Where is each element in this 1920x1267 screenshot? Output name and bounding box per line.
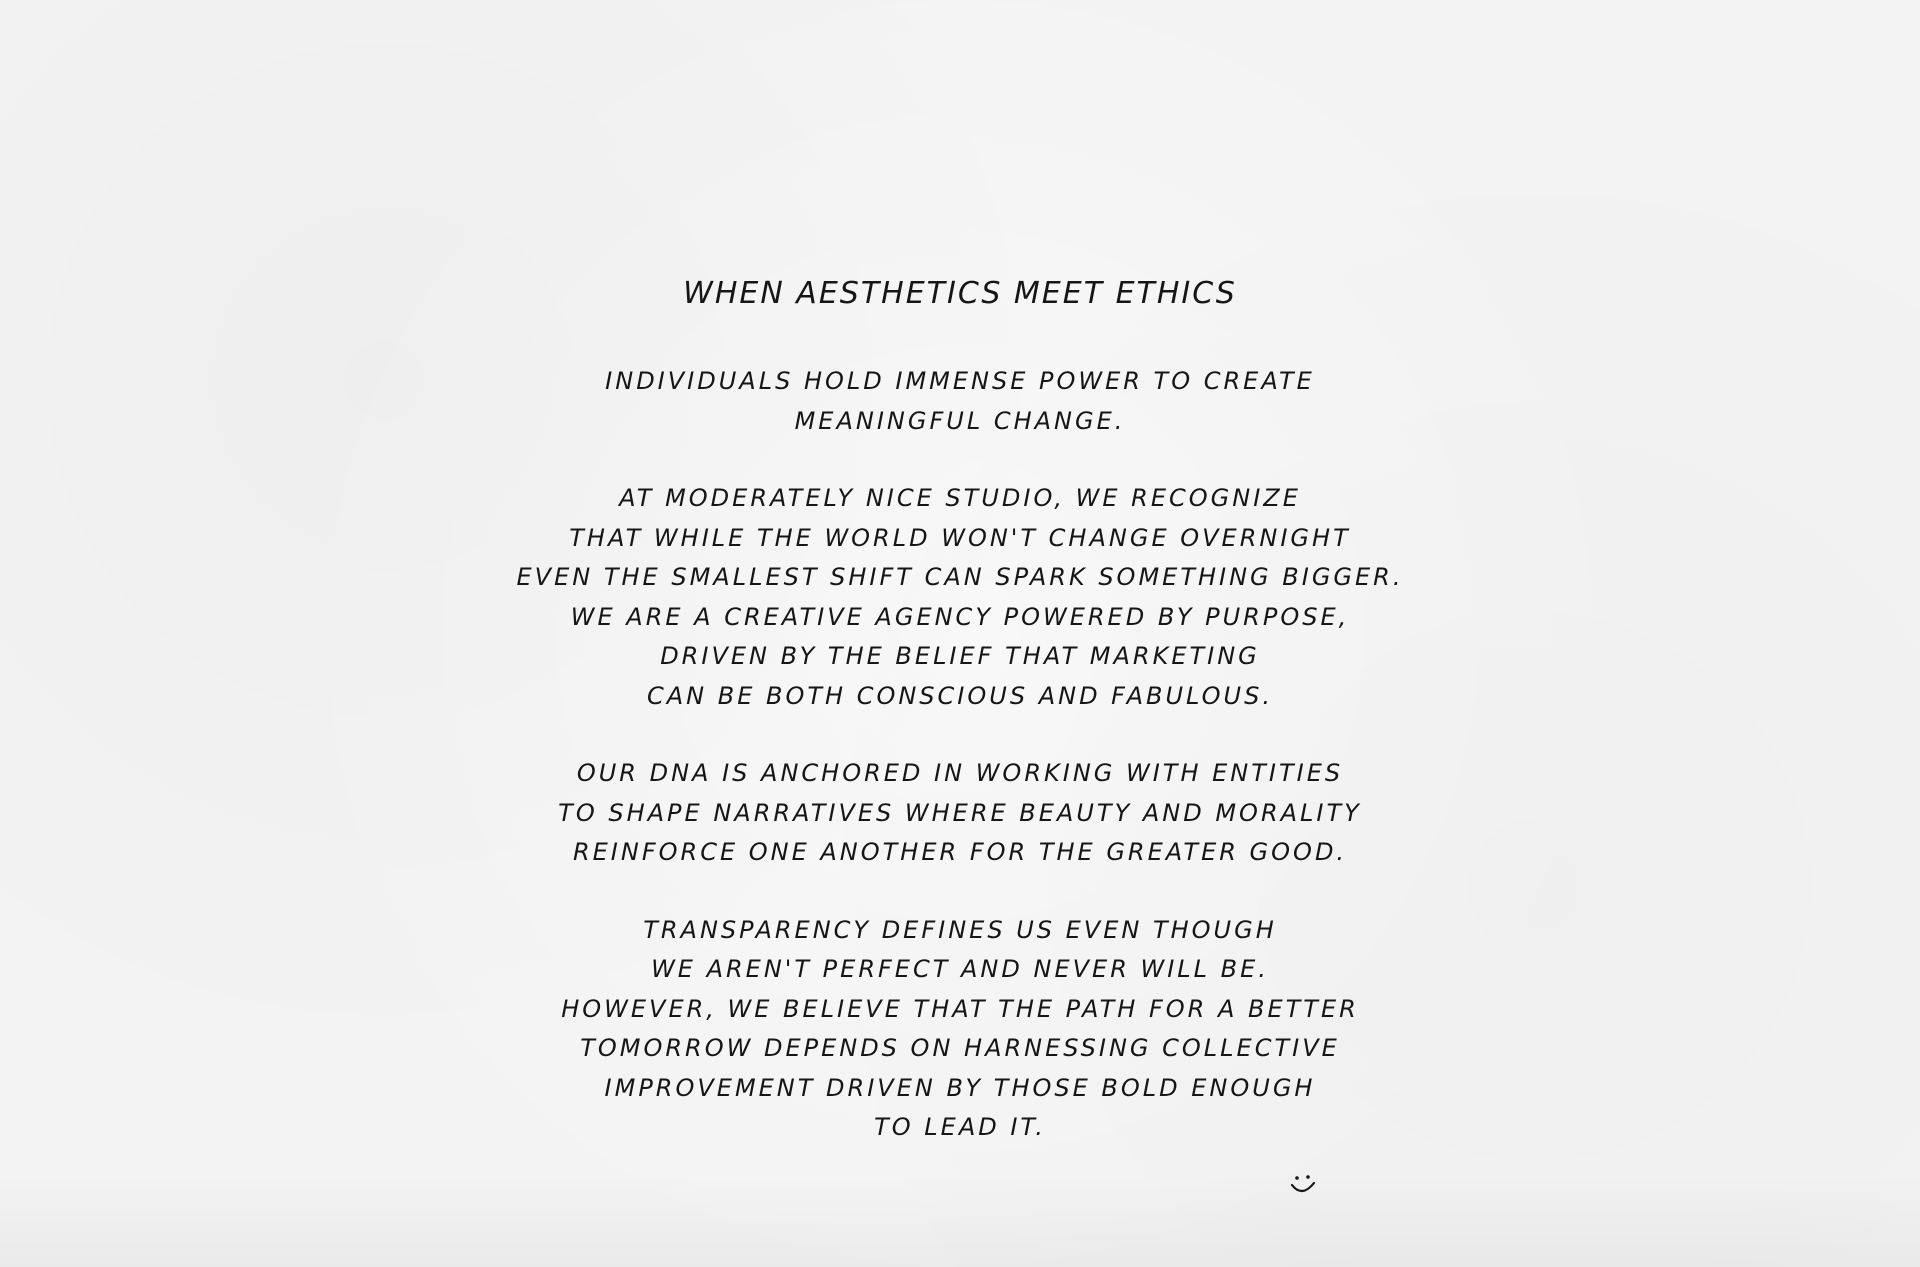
- paper-bottom-shadow: [0, 1172, 1920, 1267]
- handwritten-note: [0, 268, 1920, 1186]
- note-title: WHEN AESTHETICS MEET ETHICS: [683, 276, 1237, 311]
- paragraph-2: [0, 479, 1920, 716]
- text-line: WE ARE A CREATIVE AGENCY POWERED BY PURPOSE,: [570, 602, 1350, 631]
- paragraph-4: [0, 911, 1920, 1148]
- paragraph-3: [0, 754, 1920, 873]
- text-line: TRANSPARENCY DEFINES US EVEN THOUGH: [643, 915, 1277, 944]
- text-line: DRIVEN BY THE BELIEF THAT MARKETING: [660, 642, 1260, 670]
- smiley-face-icon: [1288, 1172, 1318, 1200]
- text-line: AT MODERATELY NICE STUDIO, WE RECOGNIZE: [619, 484, 1301, 512]
- text-line: MEANINGFUL CHANGE.: [794, 406, 1126, 435]
- text-line: CAN BE BOTH CONSCIOUS AND FABULOUS.: [647, 681, 1273, 710]
- text-line: TO SHAPE NARRATIVES WHERE BEAUTY AND MORALITY: [558, 798, 1362, 827]
- text-line: HOWEVER, WE BELIEVE THAT THE PATH FOR A BETTER: [561, 994, 1359, 1023]
- text-line: WE AREN'T PERFECT AND NEVER WILL BE.: [651, 955, 1269, 983]
- text-line: REINFORCE ONE ANOTHER FOR THE GREATER GOOD.: [572, 838, 1348, 866]
- text-line: THAT WHILE THE WORLD WON'T CHANGE OVERNIGHT: [569, 523, 1351, 552]
- text-line: IMPROVEMENT DRIVEN BY THOSE BOLD ENOUGH: [604, 1073, 1316, 1102]
- text-line: TO LEAD IT.: [874, 1113, 1046, 1141]
- text-line: TOMORROW DEPENDS ON HARNESSING COLLECTIVE: [580, 1034, 1340, 1062]
- text-line: EVEN THE SMALLEST SHIFT CAN SPARK SOMETHING BIGGER.: [516, 563, 1404, 591]
- paragraph-1: [0, 362, 1920, 441]
- text-line: OUR DNA IS ANCHORED IN WORKING WITH ENTITIES: [576, 759, 1344, 787]
- text-line: INDIVIDUALS HOLD IMMENSE POWER TO CREATE: [605, 367, 1315, 395]
